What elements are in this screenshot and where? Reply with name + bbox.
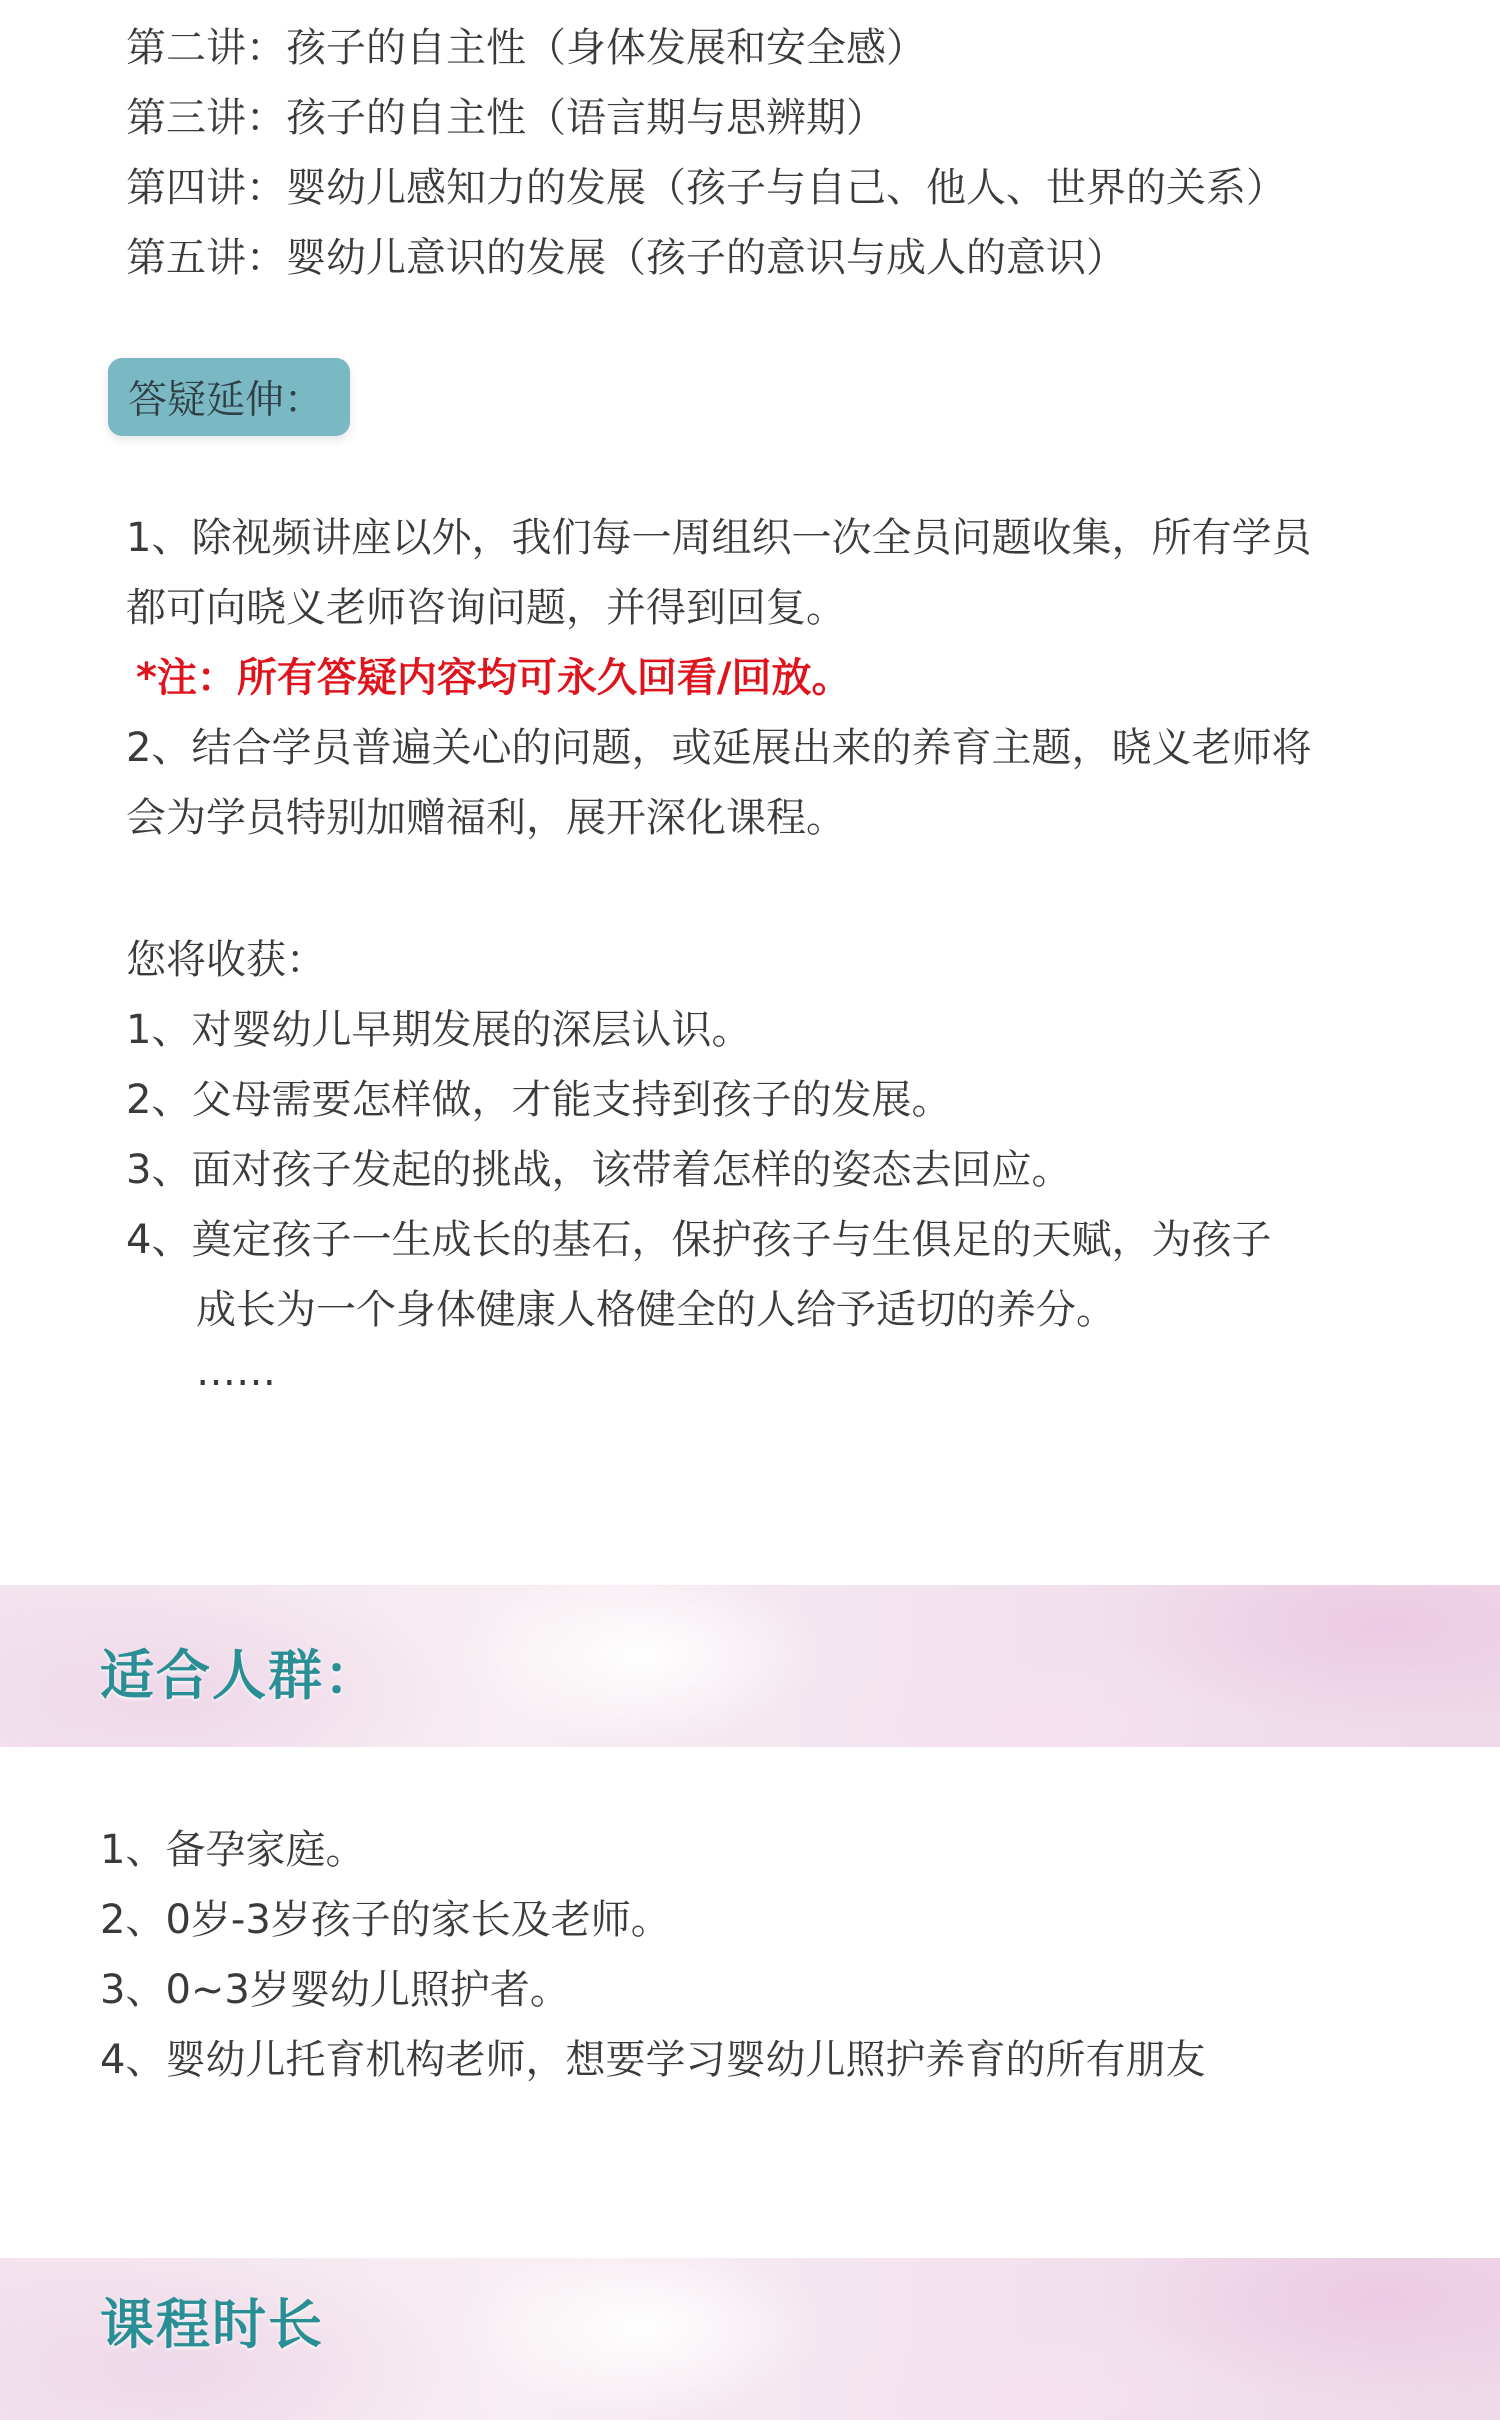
gains-heading: 您将收获：: [126, 937, 326, 983]
qa-item-1-line-1: 1、除视频讲座以外，我们每一周组织一次全员问题收集，所有学员: [126, 515, 1312, 561]
lecture-item: 第四讲：婴幼儿感知力的发展（孩子与自己、他人、世界的关系）: [126, 165, 1286, 211]
duration-banner: [0, 2258, 1500, 2420]
qa-section-tag: 答疑延伸：: [108, 358, 350, 436]
gains-item: 2、父母需要怎样做，才能支持到孩子的发展。: [126, 1077, 952, 1123]
lecture-item: 第三讲：孩子的自主性（语言期与思辨期）: [126, 95, 886, 141]
lecture-item: 第二讲：孩子的自主性（身体发展和安全感）: [126, 25, 926, 71]
audience-item: 2、0岁-3岁孩子的家长及老师。: [100, 1897, 671, 1943]
gains-item-continuation: 成长为一个身体健康人格健全的人给予适切的养分。: [196, 1287, 1116, 1333]
gains-item: 4、奠定孩子一生成长的基石，保护孩子与生俱足的天赋，为孩子: [126, 1217, 1272, 1263]
audience-item: 1、备孕家庭。: [100, 1827, 366, 1873]
audience-item: 4、婴幼儿托育机构老师，想要学习婴幼儿照护养育的所有朋友: [100, 2037, 1206, 2083]
audience-item: 3、0~3岁婴幼儿照护者。: [100, 1967, 570, 2013]
qa-item-2-line-1: 2、结合学员普遍关心的问题，或延展出来的养育主题，晓义老师将: [126, 725, 1312, 771]
qa-item-1-line-2: 都可向晓义老师咨询问题，并得到回复。: [126, 585, 846, 631]
gains-item: 3、面对孩子发起的挑战，该带着怎样的姿态去回应。: [126, 1147, 1072, 1193]
audience-banner: [0, 1585, 1500, 1747]
gains-ellipsis: ……: [196, 1349, 276, 1395]
lecture-item: 第五讲：婴幼儿意识的发展（孩子的意识与成人的意识）: [126, 235, 1126, 281]
qa-note: *注：所有答疑内容均可永久回看/回放。: [136, 655, 852, 701]
qa-item-2-line-2: 会为学员特别加赠福利，展开深化课程。: [126, 795, 846, 841]
gains-item: 1、对婴幼儿早期发展的深层认识。: [126, 1007, 752, 1053]
audience-title: 适合人群：: [100, 1643, 380, 1707]
duration-title: 课程时长: [100, 2292, 324, 2356]
